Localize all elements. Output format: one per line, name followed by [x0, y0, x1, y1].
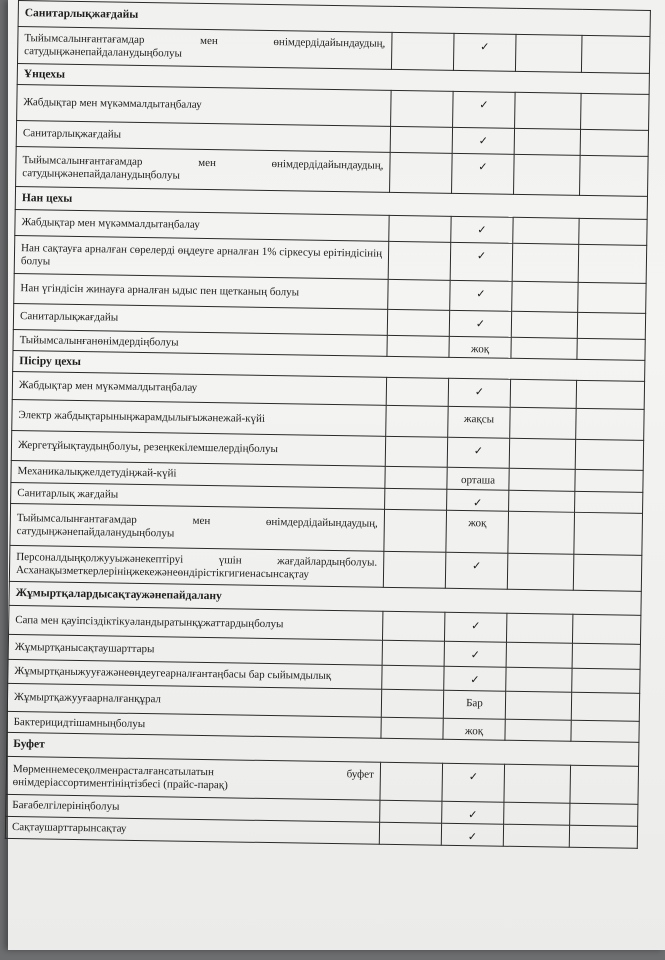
empty-cell [382, 611, 444, 641]
empty-cell [510, 379, 576, 408]
check-mark-icon [447, 437, 509, 468]
empty-cell [509, 468, 575, 491]
empty-cell [580, 155, 649, 196]
section-title: Санитарлықжағдайы [18, 1, 650, 37]
value-text: жақсы [463, 413, 495, 426]
section-title: Буфет [7, 732, 639, 766]
status-value [447, 467, 509, 490]
empty-cell [514, 154, 581, 195]
value-text: ✓ [470, 673, 480, 687]
empty-cell [571, 692, 639, 721]
empty-cell [388, 241, 451, 280]
check-mark-icon [450, 280, 512, 311]
value-text: жоқ [468, 517, 487, 530]
value-text: ✓ [475, 317, 486, 331]
status-value [443, 690, 505, 719]
value-text: ✓ [476, 249, 487, 263]
criterion-label: Бактерицидтішамныңболуы [7, 711, 381, 738]
criterion-label: Сақтаушарттарынсақтау [5, 816, 379, 844]
check-mark-icon [444, 641, 506, 667]
empty-cell [572, 668, 640, 693]
value-text: ✓ [480, 40, 490, 54]
empty-cell [506, 667, 572, 692]
empty-cell [379, 822, 441, 845]
value-text: ✓ [467, 830, 478, 844]
empty-cell [386, 405, 448, 437]
empty-cell [384, 509, 447, 552]
value-text: Бар [466, 697, 483, 710]
empty-cell [509, 438, 575, 469]
empty-cell [381, 717, 443, 739]
value-text: ✓ [471, 559, 482, 573]
section-title: Ұнцехы [17, 64, 649, 95]
check-mark-icon [447, 489, 509, 511]
check-mark-icon [453, 33, 516, 71]
document-paper [8, 0, 665, 950]
value-text: ✓ [478, 160, 488, 174]
value-text: жоқ [464, 725, 484, 738]
empty-cell [506, 613, 572, 643]
status-value [448, 406, 510, 438]
status-value [446, 510, 509, 553]
empty-cell [577, 312, 645, 339]
criterion-label: Жабдықтар мен мүкәммалдытаңбалау [15, 209, 389, 241]
empty-cell [391, 90, 454, 127]
criterion-label: Жергетұйықтаудыңболуы, резеңкекілемшелердіңболуы [11, 430, 385, 466]
section-title: Пісіру цехы [13, 350, 645, 381]
empty-cell [572, 643, 640, 669]
empty-cell [581, 93, 650, 130]
empty-cell [507, 553, 574, 590]
section-title: Нан цехы [15, 186, 647, 219]
empty-cell [511, 311, 577, 338]
criterion-label: Жабдықтар мен мүкәммалдытаңбалау [17, 84, 392, 126]
criterion-label: Санитарлықжағдайы [16, 120, 390, 152]
value-text: ✓ [468, 770, 479, 784]
check-mark-icon [452, 127, 514, 154]
empty-cell [574, 512, 643, 555]
empty-cell [508, 511, 575, 554]
empty-cell [511, 337, 577, 359]
criterion-label: Жұмыртқаныжууғажәнеөңдеугеарналғантаңбасы бар сыйымдылық [8, 659, 382, 689]
criterion-label: Электр жабдықтарыныңжарамдылығыжәнежай-күйі [12, 399, 386, 436]
inspection-checklist [3, 0, 650, 960]
check-mark-icon [442, 763, 505, 802]
value-text: ✓ [473, 444, 484, 458]
check-mark-icon [449, 310, 511, 337]
criterion-label: Жұмыртқажууғаарналғанқұрал [7, 683, 381, 717]
value-text: ✓ [479, 98, 489, 112]
criterion-label: Сапа мен қауіпсіздіктікуәландыратынқұжаттардыңболуы [9, 605, 383, 640]
empty-cell [513, 217, 579, 244]
empty-cell [571, 720, 639, 742]
empty-cell [570, 803, 638, 826]
empty-cell [514, 128, 580, 155]
empty-cell [390, 126, 452, 153]
check-mark-icon [444, 666, 506, 691]
empty-cell [504, 764, 571, 803]
empty-cell [515, 34, 582, 72]
empty-cell [578, 244, 647, 283]
empty-cell [388, 279, 450, 310]
empty-cell [385, 466, 447, 489]
check-mark-icon [445, 552, 508, 589]
empty-cell [387, 335, 449, 357]
value-text: ✓ [471, 619, 481, 633]
empty-cell [505, 691, 571, 720]
value-text: ✓ [476, 287, 486, 301]
check-mark-icon [441, 823, 503, 846]
empty-cell [386, 377, 448, 406]
criterion-label: Персоналдыңқолжууыжәнекептіруі үшін жағдайлардыңболуы. Асханақызметкерлерініңжекежәнеөндірістікгигиенасынсақтау [9, 545, 384, 587]
empty-cell [380, 762, 443, 801]
empty-cell [577, 338, 645, 360]
criterion-label: Нан үгіндісін жинауға арналған ыдыс пен щетканың болуы [14, 273, 388, 309]
check-mark-icon [448, 378, 510, 407]
value-text: ✓ [470, 648, 480, 662]
empty-cell [505, 719, 571, 741]
value-text: орташа [460, 474, 496, 487]
value-text: ✓ [478, 134, 489, 148]
empty-cell [389, 215, 451, 242]
check-mark-icon [444, 612, 506, 642]
empty-cell [383, 551, 446, 588]
criterion-label: Жабдықтар мен мүкәммалдытаңбалау [12, 371, 386, 405]
empty-cell [580, 129, 648, 156]
check-mark-icon [450, 242, 513, 281]
check-mark-icon [452, 153, 515, 194]
empty-cell [576, 408, 644, 440]
empty-cell [381, 689, 443, 718]
empty-cell [387, 309, 449, 336]
section-title: Жұмыртқалардысақтаужәнепайдалану [9, 581, 641, 615]
empty-cell [382, 665, 444, 690]
criterion-label: Мөрменнемесеқолменрасталғансатылатын буфет өнімдеріассортиментініңтізбесі (прайс-парақ) [6, 756, 381, 800]
empty-cell [575, 491, 643, 513]
empty-cell [578, 282, 646, 313]
criterion-label: Механикалықжелдетудіңжай-күйі [11, 460, 385, 488]
empty-cell [506, 642, 572, 668]
check-mark-icon [451, 216, 513, 243]
check-mark-icon [453, 91, 516, 128]
empty-cell [391, 32, 454, 70]
status-value [449, 336, 511, 358]
criterion-label: Санитарлық жағдайы [11, 482, 385, 509]
criterion-label: Бағабелгілерініңболуы [6, 794, 380, 822]
empty-cell [512, 281, 578, 312]
empty-cell [380, 800, 442, 823]
criterion-label: Санитарлықжағдайы [13, 303, 387, 335]
value-text: ✓ [472, 496, 483, 510]
value-text: ✓ [474, 385, 485, 399]
criterion-label: Жұмыртқанысақтаушарттары [8, 634, 382, 665]
empty-cell [385, 436, 447, 467]
criterion-label: Тыйымсалынғантағамдар мен өнімдердідайындаудың, сатудыңжәнепайдаланудыңболуы [16, 146, 391, 192]
empty-cell [382, 640, 444, 666]
empty-cell [509, 490, 575, 512]
empty-cell [579, 218, 647, 245]
empty-cell [581, 35, 650, 73]
empty-cell [504, 802, 570, 825]
criterion-label: Тыйымсалынғантағамдар мен өнімдердідайындаудың, сатудыңжәнепайдаланудыңболуы [10, 503, 385, 551]
criterion-label: Тыйымсалынғантағамдар мен өнімдердідайындаудың, сатудыңжәнепайдаланудыңболуы [18, 27, 393, 70]
empty-cell [575, 469, 643, 492]
empty-cell [576, 380, 644, 409]
empty-cell [515, 92, 582, 129]
empty-cell [569, 825, 637, 848]
value-text: жоқ [470, 343, 490, 356]
empty-cell [572, 614, 640, 644]
value-text: ✓ [477, 223, 487, 237]
check-mark-icon [442, 801, 504, 824]
empty-cell [570, 765, 639, 804]
empty-cell [575, 439, 643, 470]
empty-cell [573, 554, 642, 591]
value-text: ✓ [468, 808, 478, 822]
criterion-label: Нан сақтауға арналған сөрелерді өңдеуге арналған 1% сіркесуы ерітіндісінің болуы [14, 235, 389, 279]
empty-cell [512, 243, 579, 282]
status-value [443, 718, 505, 740]
empty-cell [510, 407, 576, 439]
checklist-table [5, 0, 651, 849]
empty-cell [385, 488, 447, 510]
empty-cell [390, 152, 453, 193]
criterion-label: Тыйымсалынғанөнімдердіңболуы [13, 329, 387, 356]
empty-cell [503, 824, 569, 847]
